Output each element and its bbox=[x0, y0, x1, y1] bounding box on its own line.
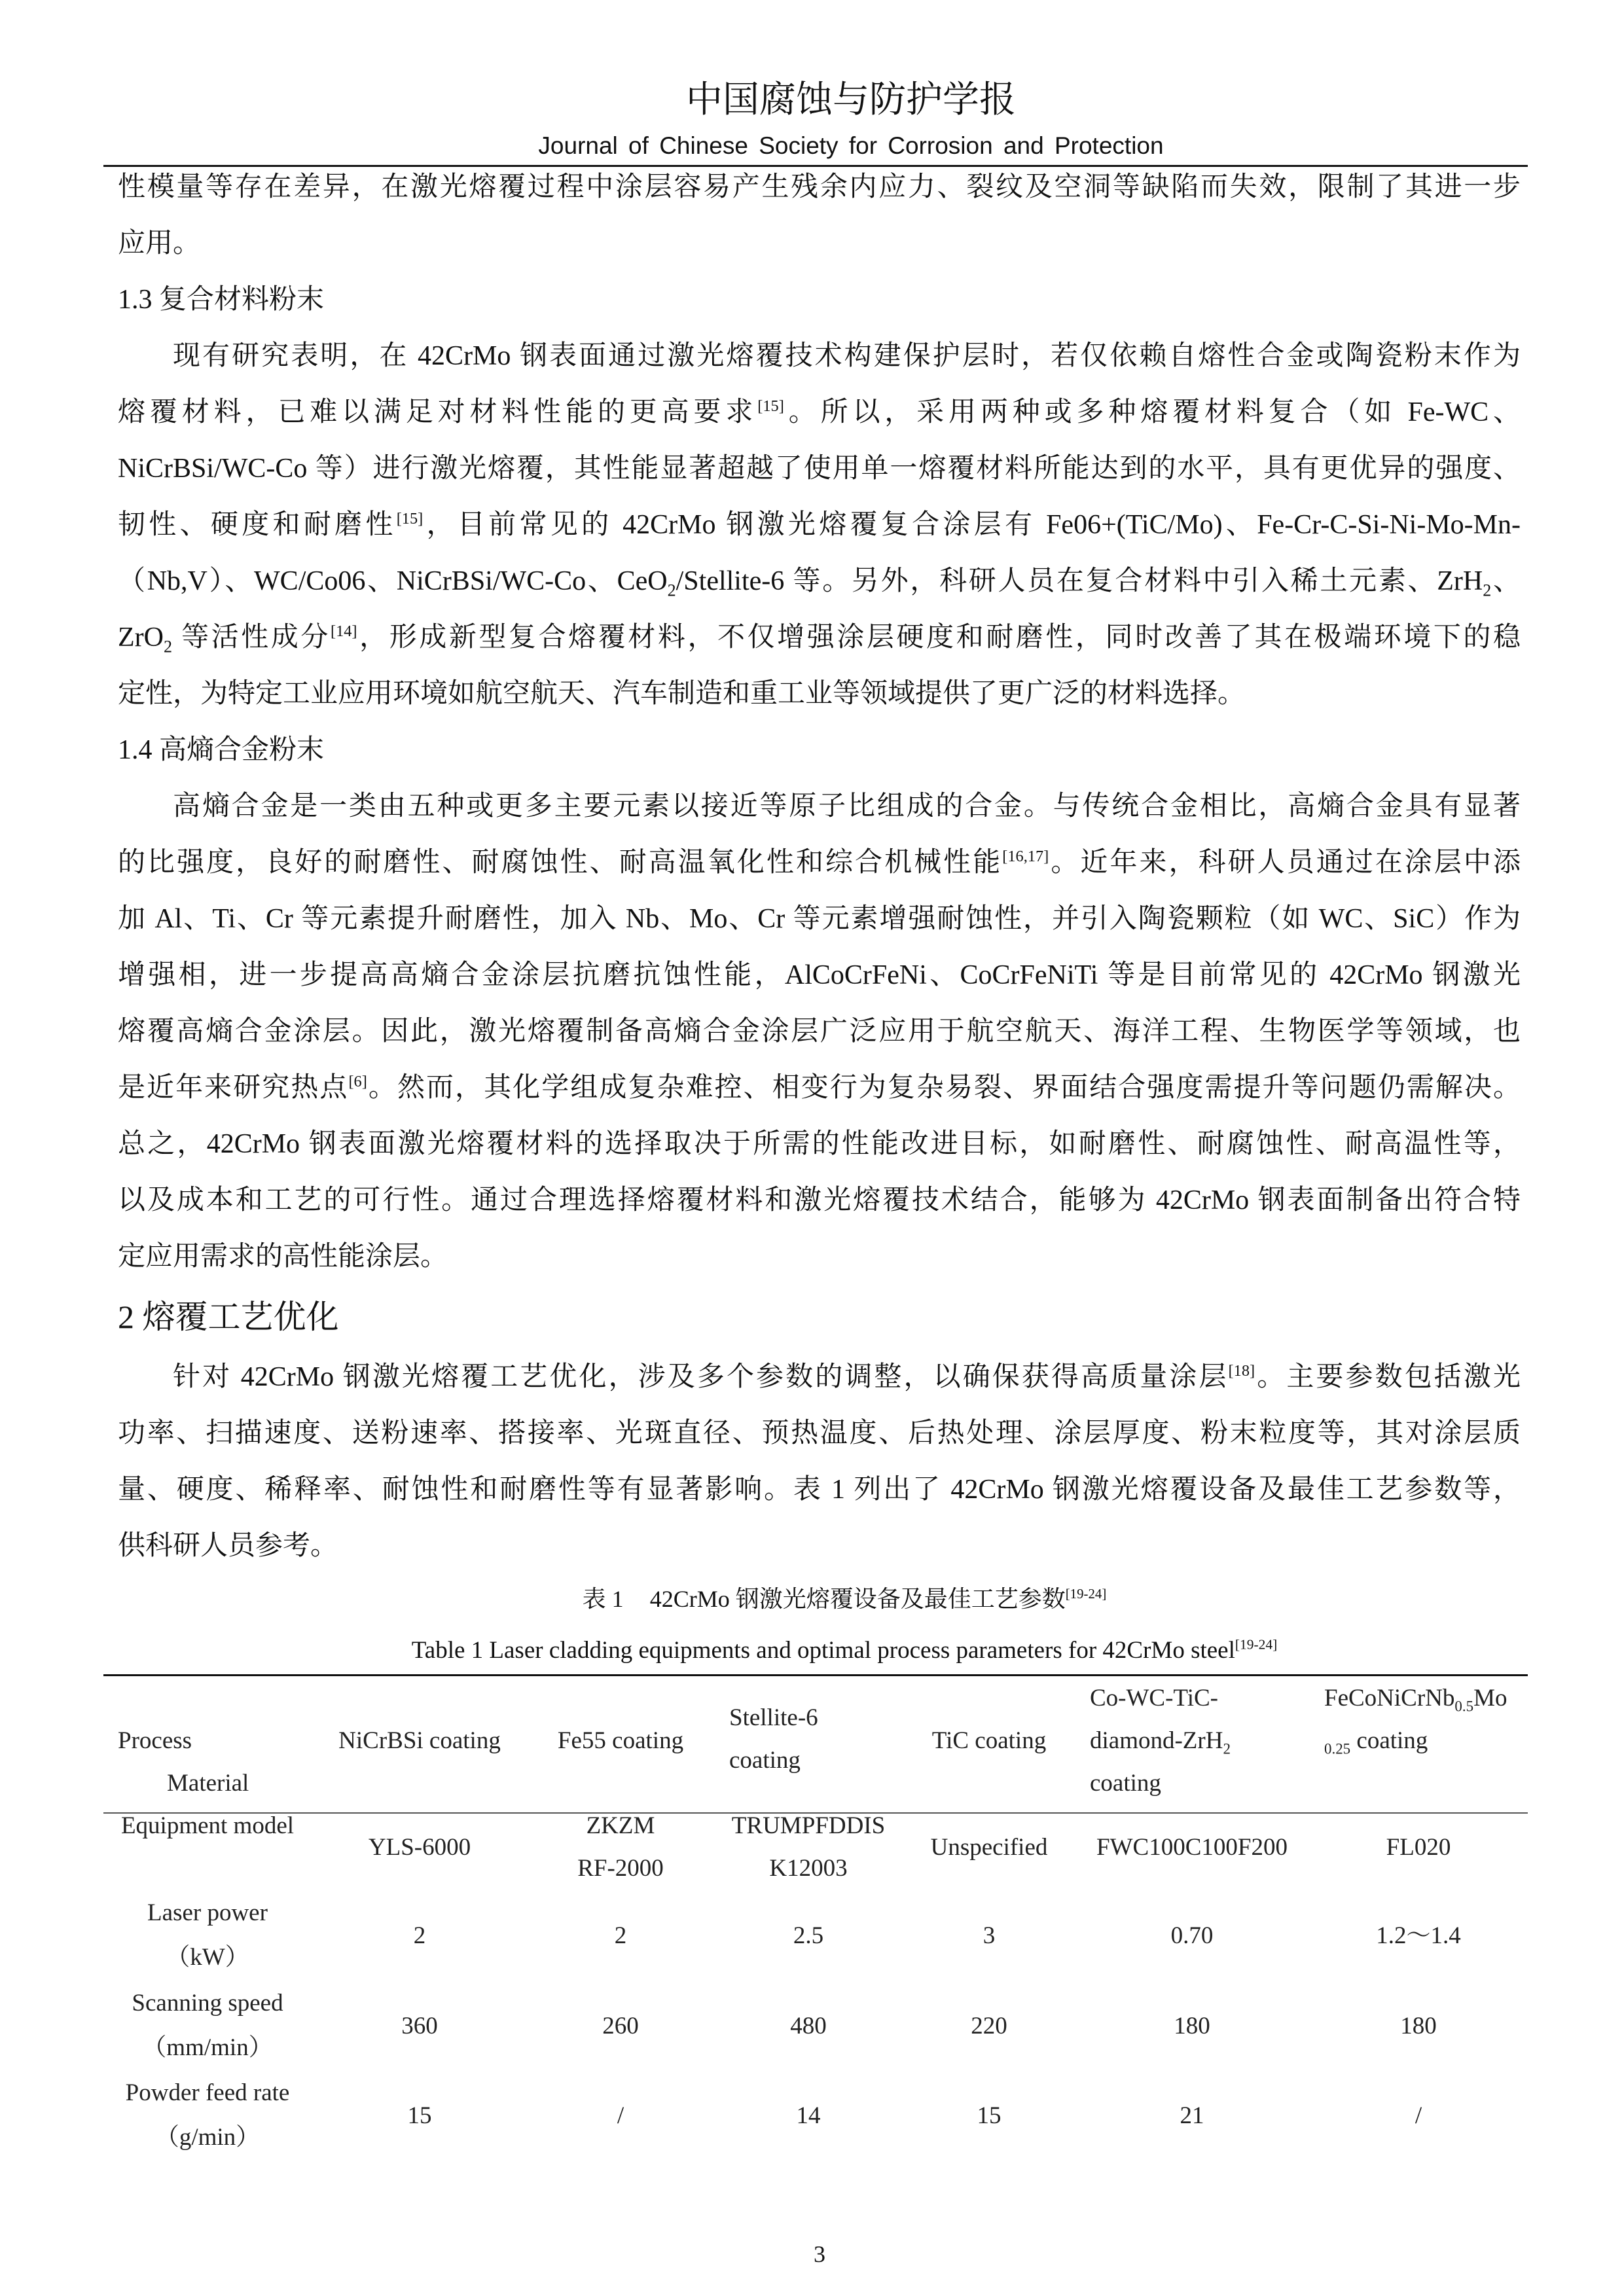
text-run: ，目前常见的 42CrMo 钢激光熔覆复合涂层有 Fe06+(TiC/Mo)、Fe-Cr-C-Si-Ni-Mo-Mn- bbox=[423, 510, 1521, 540]
text-run: NiCrBSi/WC-Co 等）进行激光熔覆，其性能显著超越了使用单一熔覆材料所能达到的水平，具有更优异的强度、 bbox=[118, 454, 1521, 484]
table-column-header bbox=[1309, 1676, 1528, 1813]
text-run: Co-WC-TiC- bbox=[1090, 1685, 1219, 1712]
table-caption-label: 表 1 bbox=[582, 1586, 624, 1612]
text-run: NiCrBSi coating bbox=[338, 1727, 501, 1754]
table-column-header bbox=[1075, 1676, 1309, 1813]
cell-line: RF-2000 bbox=[577, 1855, 664, 1882]
journal-subtitle: Journal of Chinese Society for Corrosion and Protection bbox=[538, 132, 1164, 159]
corner-process-label: Process bbox=[118, 1727, 192, 1754]
cell-line: 15 bbox=[407, 2102, 432, 2129]
text-line bbox=[118, 215, 1521, 272]
text-line bbox=[118, 553, 1521, 609]
header-line bbox=[558, 1719, 683, 1762]
table-cell bbox=[903, 2062, 1075, 2169]
table-cell bbox=[1075, 1813, 1309, 1881]
table-column-header bbox=[312, 1676, 528, 1813]
section-heading: 2 熔覆工艺优化 bbox=[118, 1299, 339, 1335]
table-cell bbox=[713, 1990, 903, 2062]
table-cell bbox=[1075, 1881, 1309, 1990]
text-run: 量、硬度、稀释率、耐蚀性和耐磨性等有显著影响。表 1 列出了 42CrMo 钢激光熔覆设备及最佳工艺参数等， bbox=[118, 1475, 1521, 1505]
row-label-line: Laser power bbox=[147, 1899, 268, 1926]
text-run: diamond-ZrH bbox=[1090, 1727, 1223, 1754]
table-cell bbox=[312, 1813, 528, 1881]
subscript: 0.5 bbox=[1454, 1698, 1474, 1715]
table-cell bbox=[1309, 1881, 1528, 1990]
header-line bbox=[1090, 1719, 1231, 1762]
table-caption-text: 42CrMo 钢激光熔覆设备及最佳工艺参数 bbox=[649, 1586, 1066, 1612]
text-run: 应用。 bbox=[118, 228, 201, 259]
journal-title: 中国腐蚀与防护学报 bbox=[686, 79, 1016, 121]
text-line bbox=[118, 1349, 1521, 1405]
table-caption-text: Table 1 Laser cladding equipments and optimal process parameters for 42CrMo steel bbox=[411, 1637, 1235, 1664]
table-cell bbox=[312, 1990, 528, 2062]
text-run: 。近年来，科研人员通过在涂层中添 bbox=[1049, 848, 1521, 878]
cell-line: 3 bbox=[983, 1922, 996, 1949]
header-line bbox=[932, 1719, 1046, 1762]
table-row-label bbox=[103, 1813, 312, 1881]
citation-ref: [19-24] bbox=[1065, 1586, 1107, 1602]
table-cell bbox=[528, 1990, 713, 2062]
subscript: 2 bbox=[1223, 1740, 1231, 1757]
header-line bbox=[729, 1696, 818, 1739]
cell-line: ZKZM bbox=[586, 1812, 655, 1839]
row-label-line: （g/min） bbox=[154, 2124, 261, 2151]
subscript: 2 bbox=[1483, 581, 1492, 600]
cell-line: 21 bbox=[1180, 2102, 1204, 2129]
header-line bbox=[1324, 1719, 1428, 1762]
table-corner-header bbox=[103, 1676, 312, 1813]
text-run: Fe55 coating bbox=[557, 1727, 684, 1754]
text-line bbox=[118, 384, 1521, 440]
table-row-label bbox=[103, 1990, 312, 2062]
text-line bbox=[118, 1172, 1521, 1229]
text-run: Stellite-6 bbox=[729, 1704, 818, 1731]
row-label-line: Scanning speed bbox=[132, 1990, 283, 2017]
text-run: 加 Al、Ti、Cr 等元素提升耐磨性，加入 Nb、Mo、Cr 等元素增强耐蚀性，并引入陶瓷颗粒（如 WC、SiC）作为 bbox=[118, 904, 1521, 934]
cell-line: TRUMPFDDIS bbox=[731, 1812, 886, 1839]
text-run: coating bbox=[1090, 1770, 1161, 1797]
table-cell bbox=[528, 2062, 713, 2169]
text-run: 功率、扫描速度、送粉速率、搭接率、光斑直径、预热温度、后热处理、涂层厚度、粉末粒度等，其对涂层质 bbox=[118, 1418, 1521, 1448]
table-cell bbox=[1309, 1813, 1528, 1881]
header-line bbox=[1090, 1677, 1218, 1719]
text-run: FeCoNiCrNb bbox=[1324, 1685, 1455, 1712]
table-cell bbox=[713, 1813, 903, 1881]
text-run: 韧性、硬度和耐磨性 bbox=[118, 510, 397, 540]
section-heading: 1.4 高熵合金粉末 bbox=[118, 735, 325, 765]
table-cell bbox=[903, 1990, 1075, 2062]
text-run: TiC coating bbox=[931, 1727, 1047, 1754]
page-number: 3 bbox=[814, 2241, 825, 2267]
cell-line: 0.70 bbox=[1170, 1922, 1214, 1949]
header-line bbox=[729, 1739, 801, 1782]
text-line bbox=[118, 1405, 1521, 1462]
text-run: coating bbox=[729, 1747, 801, 1774]
text-run: Mo bbox=[1473, 1685, 1507, 1712]
text-line bbox=[118, 1060, 1521, 1116]
table-cell bbox=[528, 1813, 713, 1881]
table-cell bbox=[713, 1881, 903, 1990]
cell-line: 360 bbox=[401, 2012, 438, 2039]
cell-line: FWC100C100F200 bbox=[1096, 1833, 1288, 1861]
text-line bbox=[118, 947, 1521, 1003]
subscript: 2 bbox=[667, 581, 676, 600]
table-cell bbox=[1309, 1990, 1528, 2062]
text-line bbox=[118, 497, 1521, 553]
table-cell bbox=[312, 1881, 528, 1990]
table-row-label bbox=[103, 2062, 312, 2169]
text-run: 针对 42CrMo 钢激光熔覆工艺优化，涉及多个参数的调整，以确保获得高质量涂层 bbox=[173, 1362, 1229, 1392]
text-line bbox=[118, 834, 1521, 891]
subscript: 2 bbox=[163, 637, 172, 656]
header-line bbox=[1324, 1677, 1507, 1719]
table-caption-en bbox=[190, 1634, 1499, 1667]
text-run: 等活性成分 bbox=[172, 622, 331, 653]
text-line bbox=[118, 440, 1521, 497]
cell-line: 15 bbox=[977, 2102, 1001, 2129]
text-run: 高熵合金是一类由五种或更多主要元素以接近等原子比组成的合金。与传统合金相比，高熵合金具有显著 bbox=[173, 791, 1521, 821]
citation-ref: [6] bbox=[348, 1073, 367, 1090]
header-line bbox=[1090, 1762, 1161, 1804]
citation-ref: [14] bbox=[330, 622, 357, 640]
text-line bbox=[118, 1116, 1521, 1172]
cell-line: 2 bbox=[614, 1922, 627, 1949]
text-run: 。主要参数包括激光 bbox=[1255, 1362, 1521, 1392]
text-run: 性模量等存在差异，在激光熔覆过程中涂层容易产生残余内应力、裂纹及空洞等缺陷而失效，限制了其进一步 bbox=[118, 172, 1521, 202]
text-run: 是近年来研究热点 bbox=[118, 1073, 349, 1103]
text-line bbox=[118, 328, 1521, 384]
row-label-line: （kW） bbox=[166, 1944, 249, 1971]
citation-ref: [15] bbox=[757, 397, 784, 415]
body-text bbox=[118, 159, 1521, 1574]
cell-line: FL020 bbox=[1386, 1833, 1451, 1861]
citation-ref: [16,17] bbox=[1002, 848, 1049, 865]
text-line bbox=[118, 891, 1521, 947]
text-run: 的比强度，良好的耐磨性、耐腐蚀性、耐高温氧化性和综合机械性能 bbox=[118, 848, 1003, 878]
text-run: 以及成本和工艺的可行性。通过合理选择熔覆材料和激光熔覆技术结合，能够为 42CrMo 钢表面制备出符合特 bbox=[118, 1185, 1521, 1215]
process-parameters-table bbox=[103, 1676, 1528, 2169]
text-run: 熔覆高熵合金涂层。因此，激光熔覆制备高熵合金涂层广泛应用于航空航天、海洋工程、生物医学等领域，也 bbox=[118, 1016, 1521, 1047]
cell-line: 260 bbox=[602, 2012, 639, 2039]
cell-line: / bbox=[617, 2102, 624, 2129]
table-cell bbox=[1309, 2062, 1528, 2169]
row-label-line: Powder feed rate bbox=[125, 2079, 290, 2106]
text-run: 。所以，采用两种或多种熔覆材料复合（如 Fe-WC、 bbox=[784, 397, 1521, 427]
text-run: coating bbox=[1350, 1727, 1428, 1754]
text-line bbox=[118, 778, 1521, 834]
text-run: 现有研究表明，在 42CrMo 钢表面通过激光熔覆技术构建保护层时，若仅依赖自熔性合金或陶瓷粉末作为 bbox=[173, 341, 1521, 371]
table-cell bbox=[312, 2062, 528, 2169]
corner-material-label: Material bbox=[167, 1770, 249, 1797]
citation-ref: [18] bbox=[1228, 1362, 1255, 1380]
table-column-header bbox=[528, 1676, 713, 1813]
table-cell bbox=[713, 2062, 903, 2169]
table-cell bbox=[903, 1813, 1075, 1881]
text-line bbox=[118, 1003, 1521, 1060]
text-line bbox=[118, 1518, 1521, 1574]
cell-line: 2 bbox=[413, 1922, 426, 1949]
row-label-line: （mm/min） bbox=[142, 2034, 273, 2061]
table-caption-zh bbox=[190, 1583, 1499, 1615]
citation-ref: [15] bbox=[396, 510, 424, 528]
text-run: ，形成新型复合熔覆材料，不仅增强涂层硬度和耐磨性，同时改善了其在极端环境下的稳 bbox=[357, 622, 1521, 653]
cell-line: 180 bbox=[1400, 2012, 1437, 2039]
cell-line: 220 bbox=[971, 2012, 1007, 2039]
text-run: /Stellite-6 等。另外，科研人员在复合材料中引入稀土元素、ZrH bbox=[676, 566, 1483, 596]
text-run: 总之，42CrMo 钢表面激光熔覆材料的选择取决于所需的性能改进目标，如耐磨性、耐腐蚀性、耐高温性等， bbox=[118, 1129, 1521, 1159]
cell-line: / bbox=[1415, 2102, 1422, 2129]
text-line bbox=[118, 666, 1521, 722]
text-run: 。然而，其化学组成复杂难控、相变行为复杂易裂、界面结合强度需提升等问题仍需解决。 bbox=[367, 1073, 1521, 1103]
table-column-header bbox=[903, 1676, 1075, 1813]
text-run: （Nb,V）、WC/Co06、NiCrBSi/WC-Co、CeO bbox=[118, 566, 668, 596]
subscript: 0.25 bbox=[1324, 1740, 1351, 1757]
text-line bbox=[118, 1229, 1521, 1285]
table-cell bbox=[1075, 2062, 1309, 2169]
cell-line: YLS-6000 bbox=[368, 1833, 471, 1861]
table-row-label bbox=[103, 1881, 312, 1990]
text-run: 熔覆材料，已难以满足对材料性能的更高要求 bbox=[118, 397, 758, 427]
text-run: 定应用需求的高性能涂层。 bbox=[118, 1242, 448, 1272]
cell-line: Unspecified bbox=[930, 1833, 1048, 1861]
cell-line: 180 bbox=[1174, 2012, 1210, 2039]
cell-line: 2.5 bbox=[793, 1922, 824, 1949]
text-run: 供科研人员参考。 bbox=[118, 1531, 338, 1561]
header-line bbox=[338, 1719, 501, 1762]
cell-line: 1.2～1.4 bbox=[1376, 1922, 1461, 1949]
table-cell bbox=[1075, 1990, 1309, 2062]
text-line bbox=[118, 159, 1521, 215]
text-run: 、 bbox=[1491, 566, 1521, 596]
row-label-line: Equipment model bbox=[120, 1812, 295, 1839]
cell-line: K12003 bbox=[769, 1855, 848, 1882]
table-column-header bbox=[713, 1676, 903, 1813]
table-cell bbox=[903, 1881, 1075, 1990]
text-run: ZrO bbox=[118, 622, 164, 653]
citation-ref: [19-24] bbox=[1235, 1636, 1278, 1653]
cell-line: 14 bbox=[796, 2102, 821, 2129]
cell-line: 480 bbox=[790, 2012, 827, 2039]
text-line bbox=[118, 1462, 1521, 1518]
text-run: 定性，为特定工业应用环境如航空航天、汽车制造和重工业等领域提供了更广泛的材料选择。 bbox=[118, 679, 1246, 709]
section-heading: 1.3 复合材料粉末 bbox=[118, 285, 325, 315]
text-line bbox=[118, 609, 1521, 666]
text-run: 增强相，进一步提高高熵合金涂层抗磨抗蚀性能，AlCoCrFeNi、CoCrFeNiTi 等是目前常见的 42CrMo 钢激光 bbox=[118, 960, 1521, 990]
table-cell bbox=[528, 1881, 713, 1990]
